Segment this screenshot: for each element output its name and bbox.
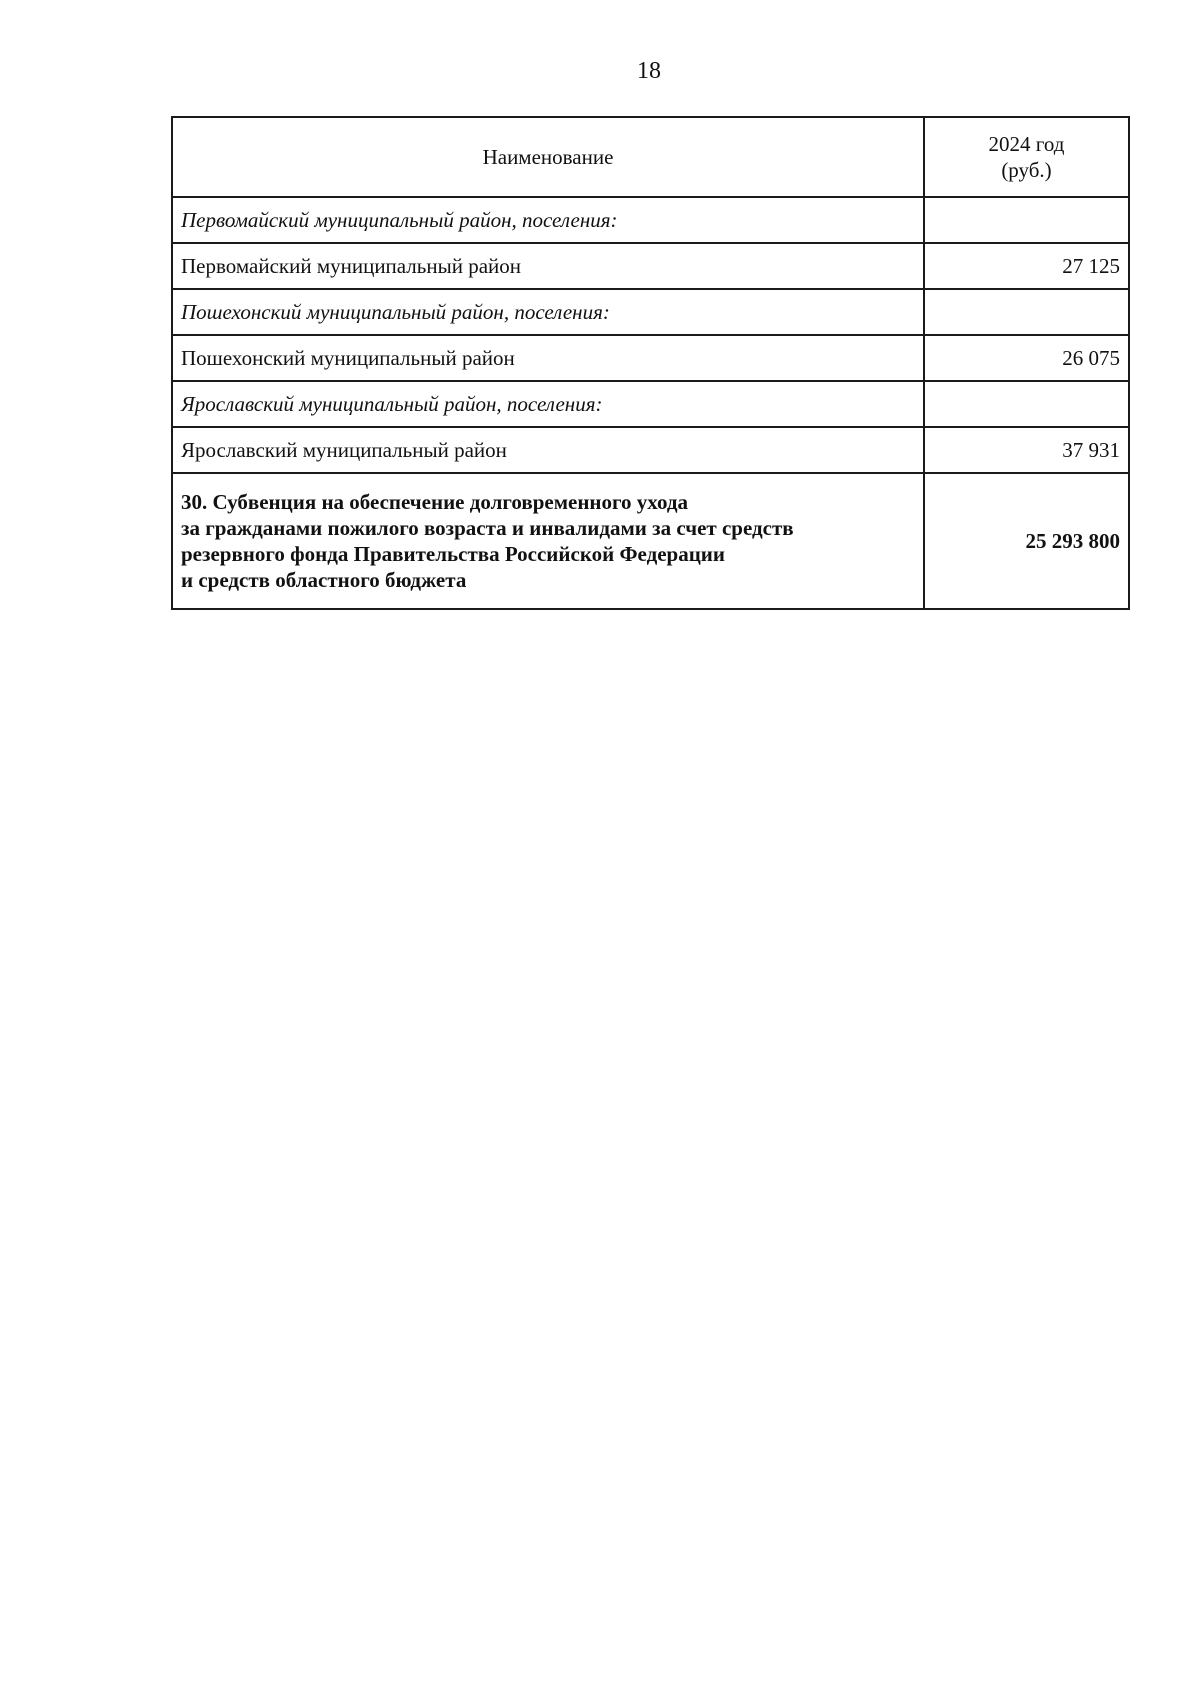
- row-name: Первомайский муниципальный район, поселения:: [172, 197, 924, 243]
- row-name: Пошехонский муниципальный район, поселения:: [172, 289, 924, 335]
- row-value: 37 931: [924, 427, 1129, 473]
- row-name: Первомайский муниципальный район: [172, 243, 924, 289]
- table-row: [172, 197, 1129, 243]
- row-value: [924, 197, 1129, 243]
- row-name: Ярославский муниципальный район, поселения:: [172, 381, 924, 427]
- table-row-total: [172, 473, 1129, 609]
- table-row: [172, 243, 1129, 289]
- column-header-unit: (руб.): [1001, 158, 1052, 182]
- row-value: 25 293 800: [924, 473, 1129, 609]
- column-header-name: Наименование: [172, 117, 924, 197]
- table-row: [172, 335, 1129, 381]
- table-row: [172, 289, 1129, 335]
- row-name: Ярославский муниципальный район: [172, 427, 924, 473]
- column-header-year: [924, 117, 1129, 197]
- table-row: [172, 427, 1129, 473]
- budget-table: [171, 116, 1130, 610]
- row-value: [924, 381, 1129, 427]
- table-row: [172, 381, 1129, 427]
- row-value: 27 125: [924, 243, 1129, 289]
- row-name: 30. Субвенция на обеспечение долговременного ухода за гражданами пожилого возраста и инвалидами за счет средств резервного фонда Правительства Российской Федерации и средств областного бюджета: [172, 473, 924, 609]
- column-header-year-label: 2024 год: [988, 132, 1065, 156]
- table-header-row: [172, 117, 1129, 197]
- row-value: [924, 289, 1129, 335]
- row-name: Пошехонский муниципальный район: [172, 335, 924, 381]
- page-number: 18: [637, 58, 661, 84]
- row-value: 26 075: [924, 335, 1129, 381]
